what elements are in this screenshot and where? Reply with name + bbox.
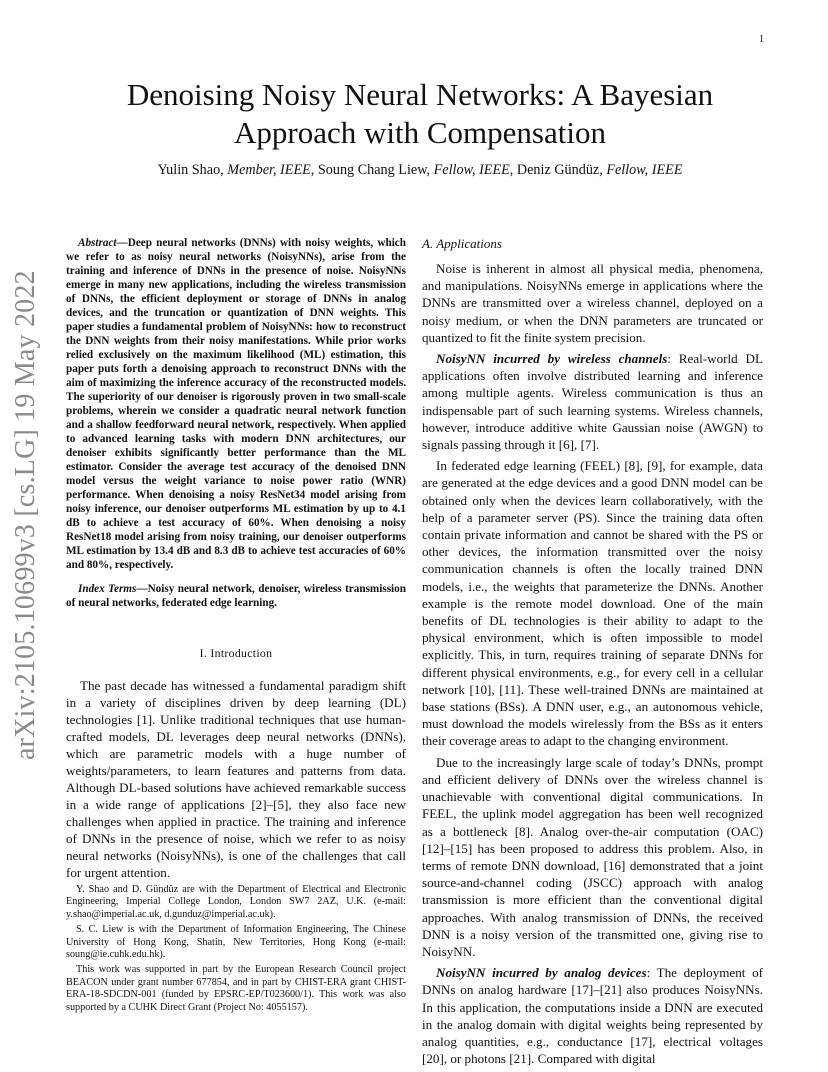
paragraph-lead: NoisyNN incurred by wireless channels [436, 351, 668, 367]
paragraph-text: In federated edge learning (FEEL) [8], [9], for example, data are generated at the edge devices and a good DNN model can be obtained only when the devices learn collaboratively, with the help of a parameter server (PS). Since the training data often contain private information and cannot be shared with the PS or other devices, the information transmitted over the noisy communication channels is often the locally trained DNN models, i.e., the weights that parameterize the DNNs. Another example is the remote model download. One of the main benefits of DL technologies is their ability to adapt to the physical environment, which is often impossible to model explicitly. This, in turn, requires training of separate DNNs for different physical environments, e.g., for every cell in a cellular network [10], [11]. These well-trained DNNs are maintained at base stations (BSs). A DNN user, e.g., an autonomous vehicle, must download the models wirelessly from the BSs as it enters their coverage areas to adapt to the changing environment. [422, 458, 763, 749]
footnote-funding: This work was supported in part by the European Research Council project BEACON under grant number 677854, and in part by CHIST-ERA grant CHIST-ERA-18-SDCDN-001 (funded by EPSRC-EP/T023600/1). This work was also supported by a CUHK Direct Grant (Project No: 4055157). [66, 964, 406, 1013]
abstract-label: Abstract [78, 237, 117, 249]
left-column [66, 236, 406, 881]
right-column [422, 236, 763, 1071]
abstract-text: —Deep neural networks (DNNs) with noisy weights, which we refer to as noisy neural networks (NoisyNNs), arise from the training and inference of DNNs in the presence of noise. NoisyNNs emerge in many new applications, including the wireless transmission of DNNs, the efficient deployment or storage of DNNs in analog devices, and the truncation or quantization of DNN weights. This paper studies a fundamental problem of NoisyNNs: how to reconstruct the DNN weights from their noisy manifestations. While prior works relied exclusively on the maximum likelihood (ML) estimation, this paper puts forth a denoising approach to reconstruct DNNs with the aim of maximizing the inference accuracy of the reconstructed models. The superiority of our denoiser is rigorously proven in two small-scale problems, wherein we consider a quadratic neural network function and a shallow feedforward neural network, respectively. When applied to advanced learning tasks with modern DNN architectures, our denoiser exhibits significantly better performance than the ML estimator. Consider the average test accuracy of the denoised DNN model versus the weight variance to noise power ratio (WNR) performance. When denoising a noisy ResNet34 model arising from noisy inference, our denoiser outperforms ML estimation by up to 4.1 dB to achieve a test accuracy of 60%. When denoising a noisy ResNet18 model arising from noisy training, our denoiser outperforms ML estimation by 13.4 dB and 8.3 dB to achieve test accuracies of 60% and 80%, respectively. [66, 237, 406, 571]
arxiv-identifier[interactable]: arXiv:2105.10699v3 [cs.LG] 19 May 2022 [10, 270, 41, 760]
intro-paragraph: The past decade has witnessed a fundamental paradigm shift in a variety of disciplines driven by deep learning (DL) technologies [1]. Unlike traditional techniques that use human-crafted models, DL leverages deep neural networks (DNNs), which are parametric models with a huge number of weights/parameters, to learn features and patterns from data. Although DL-based solutions have achieved remarkable success in a wide range of applications [2]–[5], they also face new challenges when applied in practice. The training and inference of DNNs in the presence of noise, which we refer to as noisy neural networks (NoisyNNs), is one of the challenges that call for urgent attention. [66, 678, 406, 880]
footnote-affiliation-1: Y. Shao and D. Gündüz are with the Department of Electrical and Electronic Engineering, Imperial College London, London SW7 2AZ, U.K. (e-mail: y.shao@imperial.ac.uk, d.gunduz@imperial.ac.uk). [66, 884, 406, 920]
author-role: Fellow, IEEE [433, 162, 510, 178]
index-terms-label: Index Terms [78, 583, 137, 595]
footnotes [66, 884, 406, 1017]
paragraph-analog-devices [422, 964, 763, 1067]
index-terms [66, 582, 406, 610]
author-name: , Deniz Gündüz, [509, 162, 603, 178]
author-role: Member, IEEE [227, 162, 311, 178]
page-number: 1 [759, 34, 764, 45]
author-role: Fellow, IEEE [606, 162, 683, 178]
author-name: , Soung Chang Liew, [310, 162, 431, 178]
paragraph-text: : The deployment of DNNs on analog hardware [17]–[21] also produces NoisyNNs. In this application, the computations inside a DNN are executed in the analog domain with digital weights being represented by analog quantities, e.g., conductance [17], electrical voltages [20], or photons [21]. Compared with digital [422, 965, 763, 1067]
paragraph-text: Noise is inherent in almost all physical media, phenomena, and manipulations. NoisyNNs emerge in applications where the DNNs are transmitted over a wireless channel, deployed on a noisy medium, or when the DNN parameters are truncated or quantized to fit the finite system precision. [422, 261, 763, 345]
title-line-1: Denoising Noisy Neural Networks: A Bayesian [126, 77, 714, 112]
paragraph-feel [422, 457, 763, 749]
paragraph-scale [422, 754, 763, 960]
abstract [66, 236, 406, 572]
author-name: Yulin Shao, [157, 162, 224, 178]
index-terms-text: —Noisy neural network, denoiser, wireless transmission of neural networks, federated edge learning. [66, 583, 406, 609]
arxiv-sidebar [10, 270, 70, 760]
subsection-heading-applications: A. Applications [422, 236, 502, 251]
paragraph-text: Due to the increasingly large scale of today’s DNNs, prompt and efficient delivery of DNNs over the wireless channel is unachievable with conventional digital communications. In FEEL, the uplink model aggregation has been well recognized as a bottleneck [8]. Analog over-the-air computation (OAC) [12]–[15] has been proposed to address this problem. Also, in terms of remote DNN download, [16] demonstrated that a joint source-and-channel coding (JSCC) approach with analog transmission is more efficient than the conventional digital approaches. With analog transmission of DNNs, the received DNN is a noisy version of the transmitted one, giving rise to NoisyNN. [422, 754, 763, 959]
title-line-2: Approach with Compensation [234, 115, 606, 150]
section-heading-introduction: I. Introduction [199, 646, 273, 660]
paper-title [70, 76, 770, 152]
author-line [70, 162, 770, 179]
footnote-affiliation-2: S. C. Liew is with the Department of Information Engineering, The Chinese University of Hong Kong, Shatin, New Territories, Hong Kong (e-mail: soung@ie.cuhk.edu.hk). [66, 924, 406, 961]
paragraph-noise-intro [422, 260, 763, 346]
paragraph-wireless-channels [422, 350, 763, 453]
paragraph-text: : Real-world DL applications often involve distributed learning and inference among multiple agents. Wireless communication is thus an indispensable part of such learning systems. Wireless channels, however, introduce additive white Gaussian noise (AWGN) to signals passing through it [6], [7]. [422, 351, 763, 453]
paragraph-lead: NoisyNN incurred by analog devices [436, 965, 647, 981]
